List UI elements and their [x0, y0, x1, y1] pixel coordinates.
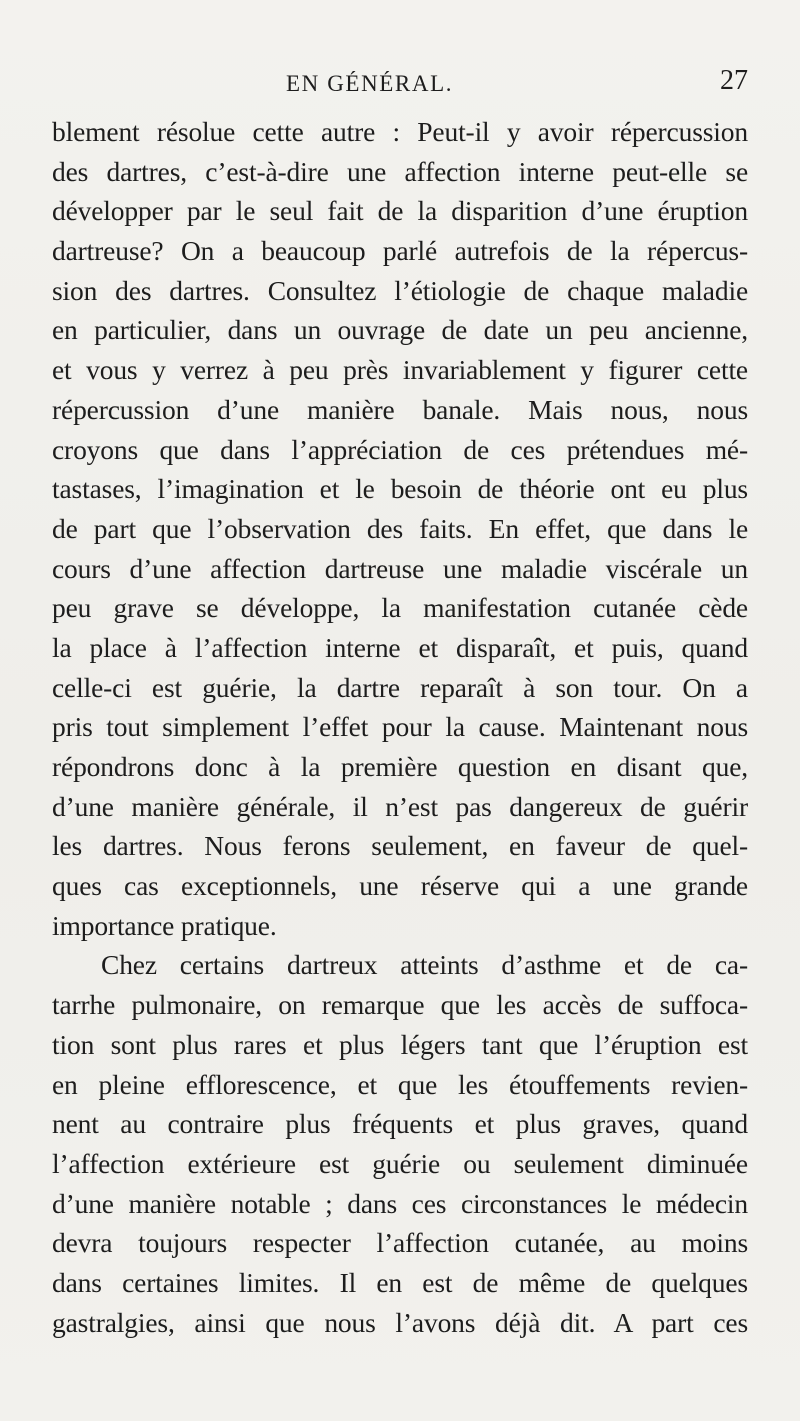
text-line: sion des dartres. Consultez l’étiologie de chaque maladie: [52, 274, 748, 306]
body-text: [52, 112, 748, 1342]
text-line: les dartres. Nous ferons seulement, en faveur de quel-: [52, 830, 748, 862]
running-header-title: EN GÉNÉRAL.: [286, 71, 454, 96]
text-line: devra toujours respecter l’affection cutanée, au moins: [52, 1227, 748, 1259]
running-header: [52, 64, 748, 104]
text-line: et vous y verrez à peu près invariablement y figurer cette: [52, 354, 748, 386]
text-line: importance pratique.: [52, 909, 277, 941]
text-line: nent au contraire plus fréquents et plus graves, quand: [52, 1108, 748, 1140]
text-line: répondrons donc à la première question en disant que,: [52, 751, 748, 782]
text-line: dartreuse? On a beaucoup parlé autrefois de la répercus-: [52, 235, 748, 267]
page-number: 27: [720, 65, 748, 96]
text-line: d’une manière notable ; dans ces circonstances le médecin: [52, 1187, 748, 1219]
text-line: tastases, l’imagination et le besoin de théorie ont eu plus: [52, 473, 748, 505]
text-line: croyons que dans l’appréciation de ces prétendues mé-: [52, 433, 748, 465]
text-line: cours d’une affection dartreuse une maladie viscérale un: [52, 552, 748, 584]
text-line: Chez certains dartreux atteints d’asthme et de ca-: [101, 949, 748, 981]
text-line: celle-ci est guérie, la dartre reparaît à son tour. On a: [52, 671, 748, 703]
text-line: blement résolue cette autre : Peut-il y avoir répercussion: [52, 116, 748, 147]
text-line: pris tout simplement l’effet pour la cause. Maintenant nous: [52, 711, 748, 743]
text-line: tarrhe pulmonaire, on remarque que les accès de suffoca-: [52, 989, 748, 1021]
text-line: en particulier, dans un ouvrage de date un peu ancienne,: [52, 314, 748, 346]
text-line: en pleine efflorescence, et que les étouffements revien-: [52, 1068, 748, 1100]
text-line: d’une manière générale, il n’est pas dangereux de guérir: [52, 790, 748, 822]
text-line: l’affection extérieure est guérie ou seulement diminuée: [52, 1147, 748, 1179]
text-line: dans certaines limites. Il en est de même de quelques: [52, 1266, 748, 1298]
text-line: de part que l’observation des faits. En effet, que dans le: [52, 512, 748, 544]
text-line: des dartres, c’est-à-dire une affection interne peut-elle se: [52, 155, 748, 187]
text-line: développer par le seul fait de la disparition d’une éruption: [52, 195, 748, 227]
text-line: répercussion d’une manière banale. Mais nous, nous: [52, 393, 748, 425]
text-line: gastralgies, ainsi que nous l’avons déjà dit. A part ces: [52, 1306, 748, 1338]
text-line: peu grave se développe, la manifestation cutanée cède: [52, 592, 748, 624]
text-line: la place à l’affection interne et disparaît, et puis, quand: [52, 631, 748, 663]
text-line: ques cas exceptionnels, une réserve qui a une grande: [52, 870, 748, 902]
text-line: tion sont plus rares et plus légers tant que l’éruption est: [52, 1028, 748, 1060]
